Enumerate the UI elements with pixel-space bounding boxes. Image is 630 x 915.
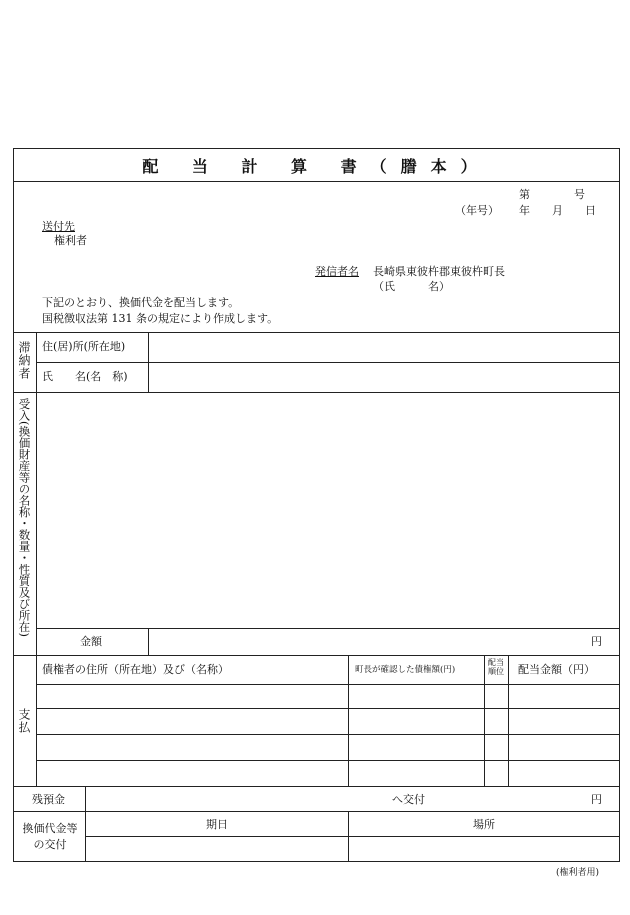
address-label: 住(居)所(所在地) [42,340,126,353]
sendto-label: 送付先 [42,220,75,233]
col-amount: 配当金額（円） [518,663,595,676]
col-confirmed: 町長が確認した債権額(円) [355,665,456,675]
delivery-label: 換価代金等の交付 [22,822,78,851]
amount-label: 金額 [80,635,102,648]
remainder-yen: 円 [591,793,602,806]
receipt-section-label: 受入(換価財産等の名称・数量・性質及び所在) [17,398,32,637]
name-label: 氏 名(名 称) [42,370,128,383]
remainder-label: 残預金 [32,793,65,806]
col-place: 場所 [473,818,495,831]
payment-section-label: 支払 [17,708,31,734]
sender-name-label: （氏 名） [373,280,450,293]
recipient-label: 権利者 [54,234,87,247]
col-date: 期日 [206,818,228,831]
date-label: 年 月 日 [519,204,596,217]
number-label: 第 号 [519,188,585,201]
col-rank: 配当順位 [488,658,504,676]
remainder-delivery: へ交付 [392,793,425,806]
era-label: （年号） [455,204,499,217]
col-creditor: 債権者の住所（所在地）及び（名称） [42,663,229,676]
footer-note: (権利者用) [556,868,600,878]
sender-value: 長崎県東彼杵郡東彼杵町長 [373,265,505,278]
statement-1: 下記のとおり、換価代金を配当します。 [42,296,240,309]
statement-2: 国税徴収法第 131 条の規定により作成します。 [42,312,279,325]
sender-label: 発信者名 [315,265,359,278]
delinquent-section-label: 滞納者 [17,341,31,380]
form-frame [13,148,620,862]
document-title: 配 当 計 算 書（謄本） [142,157,491,176]
amount-yen: 円 [591,635,602,648]
